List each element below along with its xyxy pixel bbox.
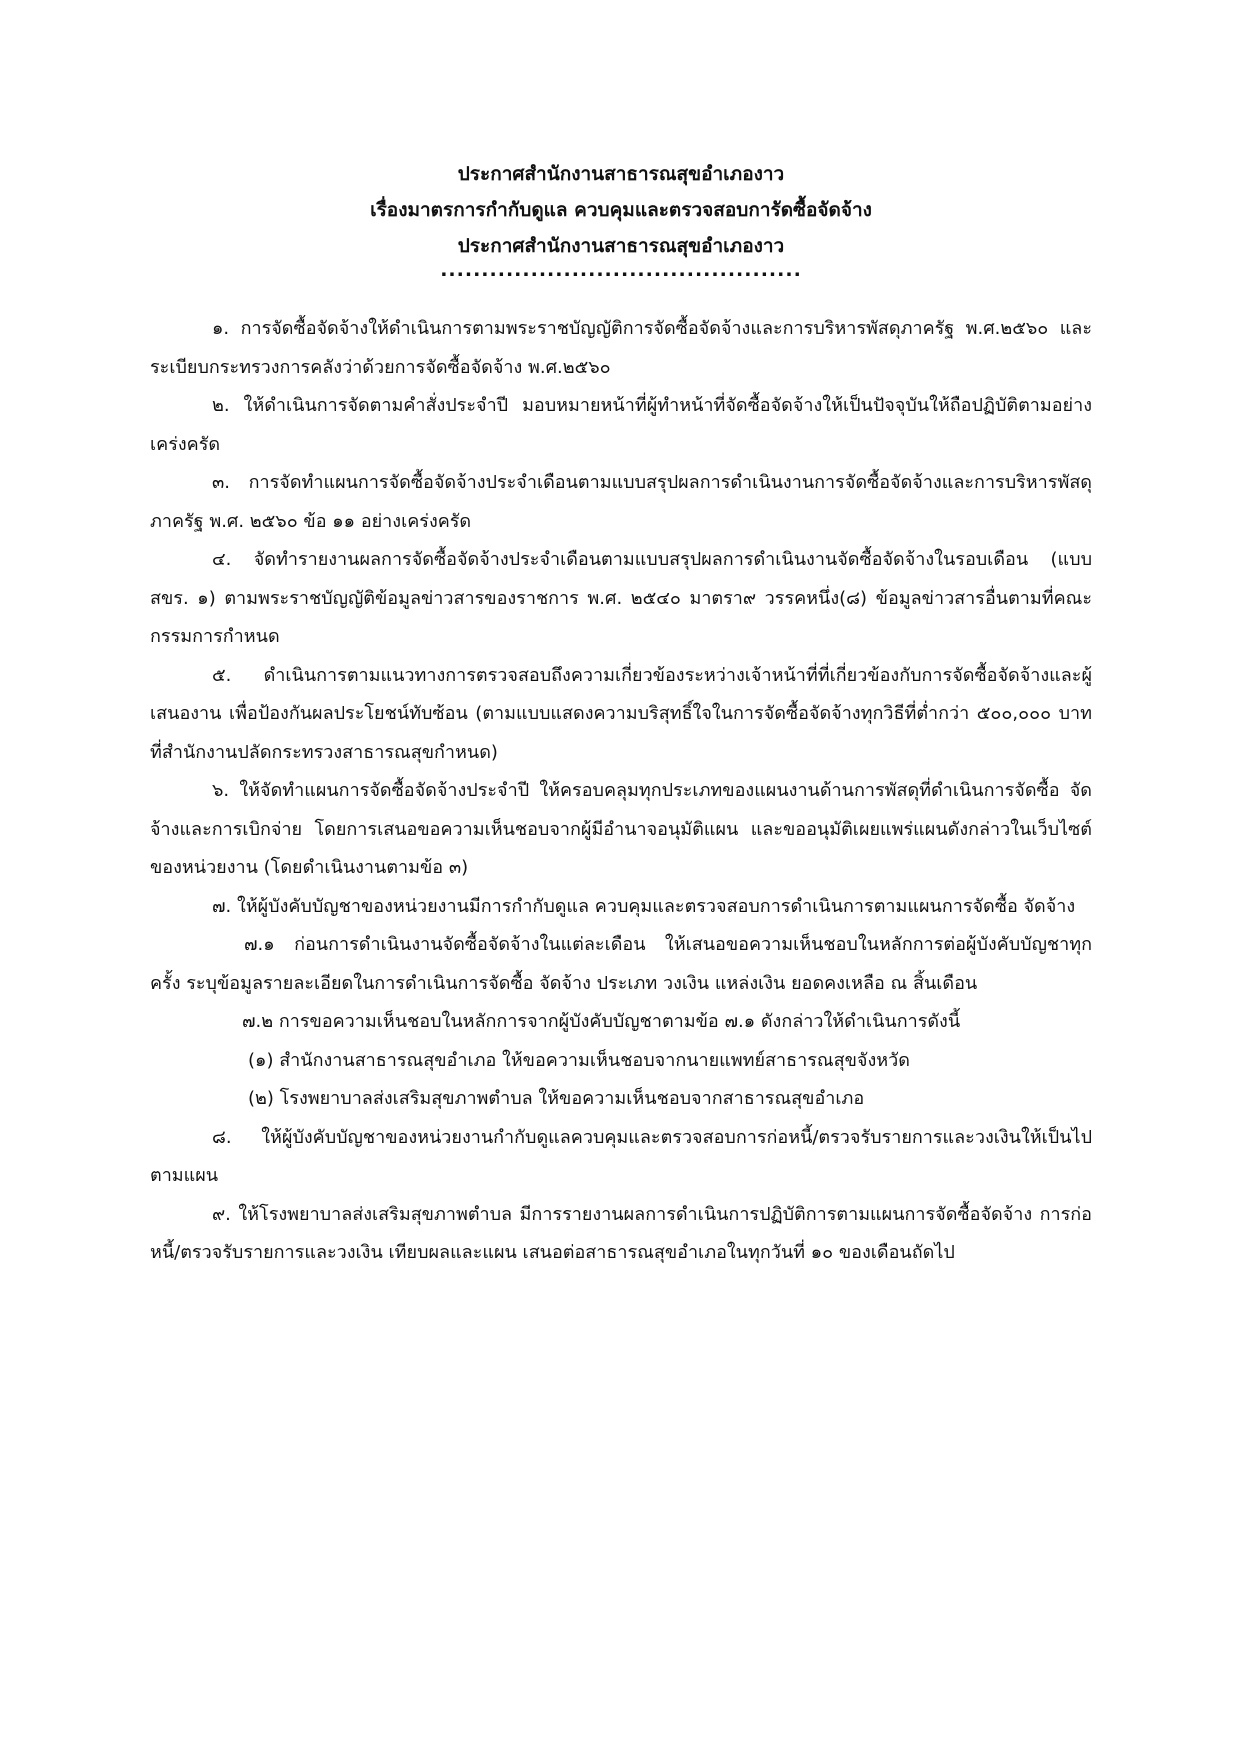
item-3: ๓. การจัดทำแผนการจัดซื้อจัดจ้างประจำเดือนตามแบบสรุปผลการดำเนินงานการจัดซื้อจัดจ้างและการบริหารพัสดุภาครัฐ พ.ศ. ๒๕๖๐ ข้อ ๑๑ อย่างเคร่งครัด	[150, 472, 1092, 532]
item-7-2: ๗.๒ การขอความเห็นชอบในหลักการจากผู้บังคับบัญชาตามข้อ ๗.๑ ดังกล่าวให้ดำเนินการดังนี้	[242, 1011, 961, 1032]
item-7-2-1: (๑) สำนักงานสาธารณสุขอำเภอ ให้ขอความเห็นชอบจากนายแพทย์สาธารณสุขจังหวัด	[248, 1049, 910, 1071]
item-5: ๕. ดำเนินการตามแนวทางการตรวจสอบถึงความเกี่ยวข้องระหว่างเจ้าหน้าที่ที่เกี่ยวข้องกับการจัดซื้อจัดจ้างและผู้เสนองาน เพื่อป้องกันผลประโยชน์ทับซ้อน (ตามแบบแสดงความบริสุทธิ์ใจในการจัดซื้อจัดจ้างทุกวิธีที่ต่ำกว่า ๕๐๐,๐๐๐ บาทที่สำนักงานปลัดกระทรวงสาธารณสุขกำหนด)	[150, 664, 1092, 763]
item-7-2-2: (๒) โรงพยาบาลส่งเสริมสุขภาพตำบล ให้ขอความเห็นชอบจากสาธารณสุขอำเภอ	[248, 1088, 865, 1109]
item-6: ๖. ให้จัดทำแผนการจัดซื้อจัดจ้างประจำปี ให้ครอบคลุมทุกประเภทของแผนงานด้านการพัสดุที่ดำเนินการจัดซื้อ จัดจ้างและการเบิกจ่าย โดยการเสนอขอความเห็นชอบจากผู้มีอำนาจอนุมัติแผน และขออนุมัติเผยแพร่แผนดังกล่าวในเว็บไซต์ของหน่วยงาน (โดยดำเนินงานตามข้อ ๓)	[150, 780, 1092, 878]
item-9: ๙. ให้โรงพยาบาลส่งเสริมสุขภาพตำบล มีการรายงานผลการดำเนินการปฏิบัติการตามแผนการจัดซื้อจัดจ้าง การก่อหนี้/ตรวจรับรายการและวงเงิน เทียบผลและแผน เสนอต่อสาธารณสุขอำเภอในทุกวันที่ ๑๐ ของเดือนถัดไป	[150, 1203, 1092, 1263]
header-title-line-2: เรื่องมาตรการกำกับดูแล ควบคุมและตรวจสอบการัดซื้อจัดจ้าง	[370, 199, 872, 221]
document-body	[150, 310, 1092, 1273]
item-4: ๔. จัดทำรายงานผลการจัดซื้อจัดจ้างประจำเดือนตามแบบสรุปผลการดำเนินงานจัดซื้อจัดจ้างในรอบเดือน (แบบ สขร. ๑) ตามพระราชบัญญัติข้อมูลข่าวสารของราชการ พ.ศ. ๒๕๔๐ มาตรา๙ วรรคหนึ่ง(๘) ข้อมูลข่าวสารอื่นตามที่คณะกรรมการกำหนด	[150, 549, 1092, 647]
item-1: ๑. การจัดซื้อจัดจ้างให้ดำเนินการตามพระราชบัญญัติการจัดซื้อจัดจ้างและการบริหารพัสดุภาครัฐ พ.ศ.๒๕๖๐ และระเบียบกระทรวงการคลังว่าด้วยการจัดซื้อจัดจ้าง พ.ศ.๒๕๖๐	[150, 318, 1092, 378]
header-title-line-1: ประกาศสำนักงานสาธารณสุขอำเภองาว	[457, 163, 785, 185]
item-2: ๒. ให้ดำเนินการจัดตามคำสั่งประจำปี มอบหมายหน้าที่ผู้ทำหน้าที่จัดซื้อจัดจ้างให้เป็นปัจจุบันให้ถือปฏิบัติตามอย่างเคร่งครัด	[150, 395, 1092, 455]
item-7: ๗. ให้ผู้บังคับบัญชาของหน่วยงานมีการกำกับดูแล ควบคุมและตรวจสอบการดำเนินการตามแผนการจัดซื้อ จัดจ้าง	[212, 895, 1076, 917]
item-8: ๘. ให้ผู้บังคับบัญชาของหน่วยงานกำกับดูแลควบคุมและตรวจสอบการก่อหนี้/ตรวจรับรายการและวงเงินให้เป็นไปตามแผน	[150, 1126, 1092, 1186]
document-header	[150, 156, 1092, 264]
item-7-1: ๗.๑ ก่อนการดำเนินงานจัดซื้อจัดจ้างในแต่ละเดือน ให้เสนอขอความเห็นชอบในหลักการต่อผู้บังคับบัญชาทุกครั้ง ระบุข้อมูลรายละเอียดในการดำเนินการจัดซื้อ จัดจ้าง ประเภท วงเงิน แหล่งเงิน ยอดคงเหลือ ณ สิ้นเดือน	[150, 934, 1092, 994]
header-title-line-3: ประกาศสำนักงานสาธารณสุขอำเภองาว	[457, 235, 785, 257]
header-separator: ............................................	[440, 259, 802, 281]
